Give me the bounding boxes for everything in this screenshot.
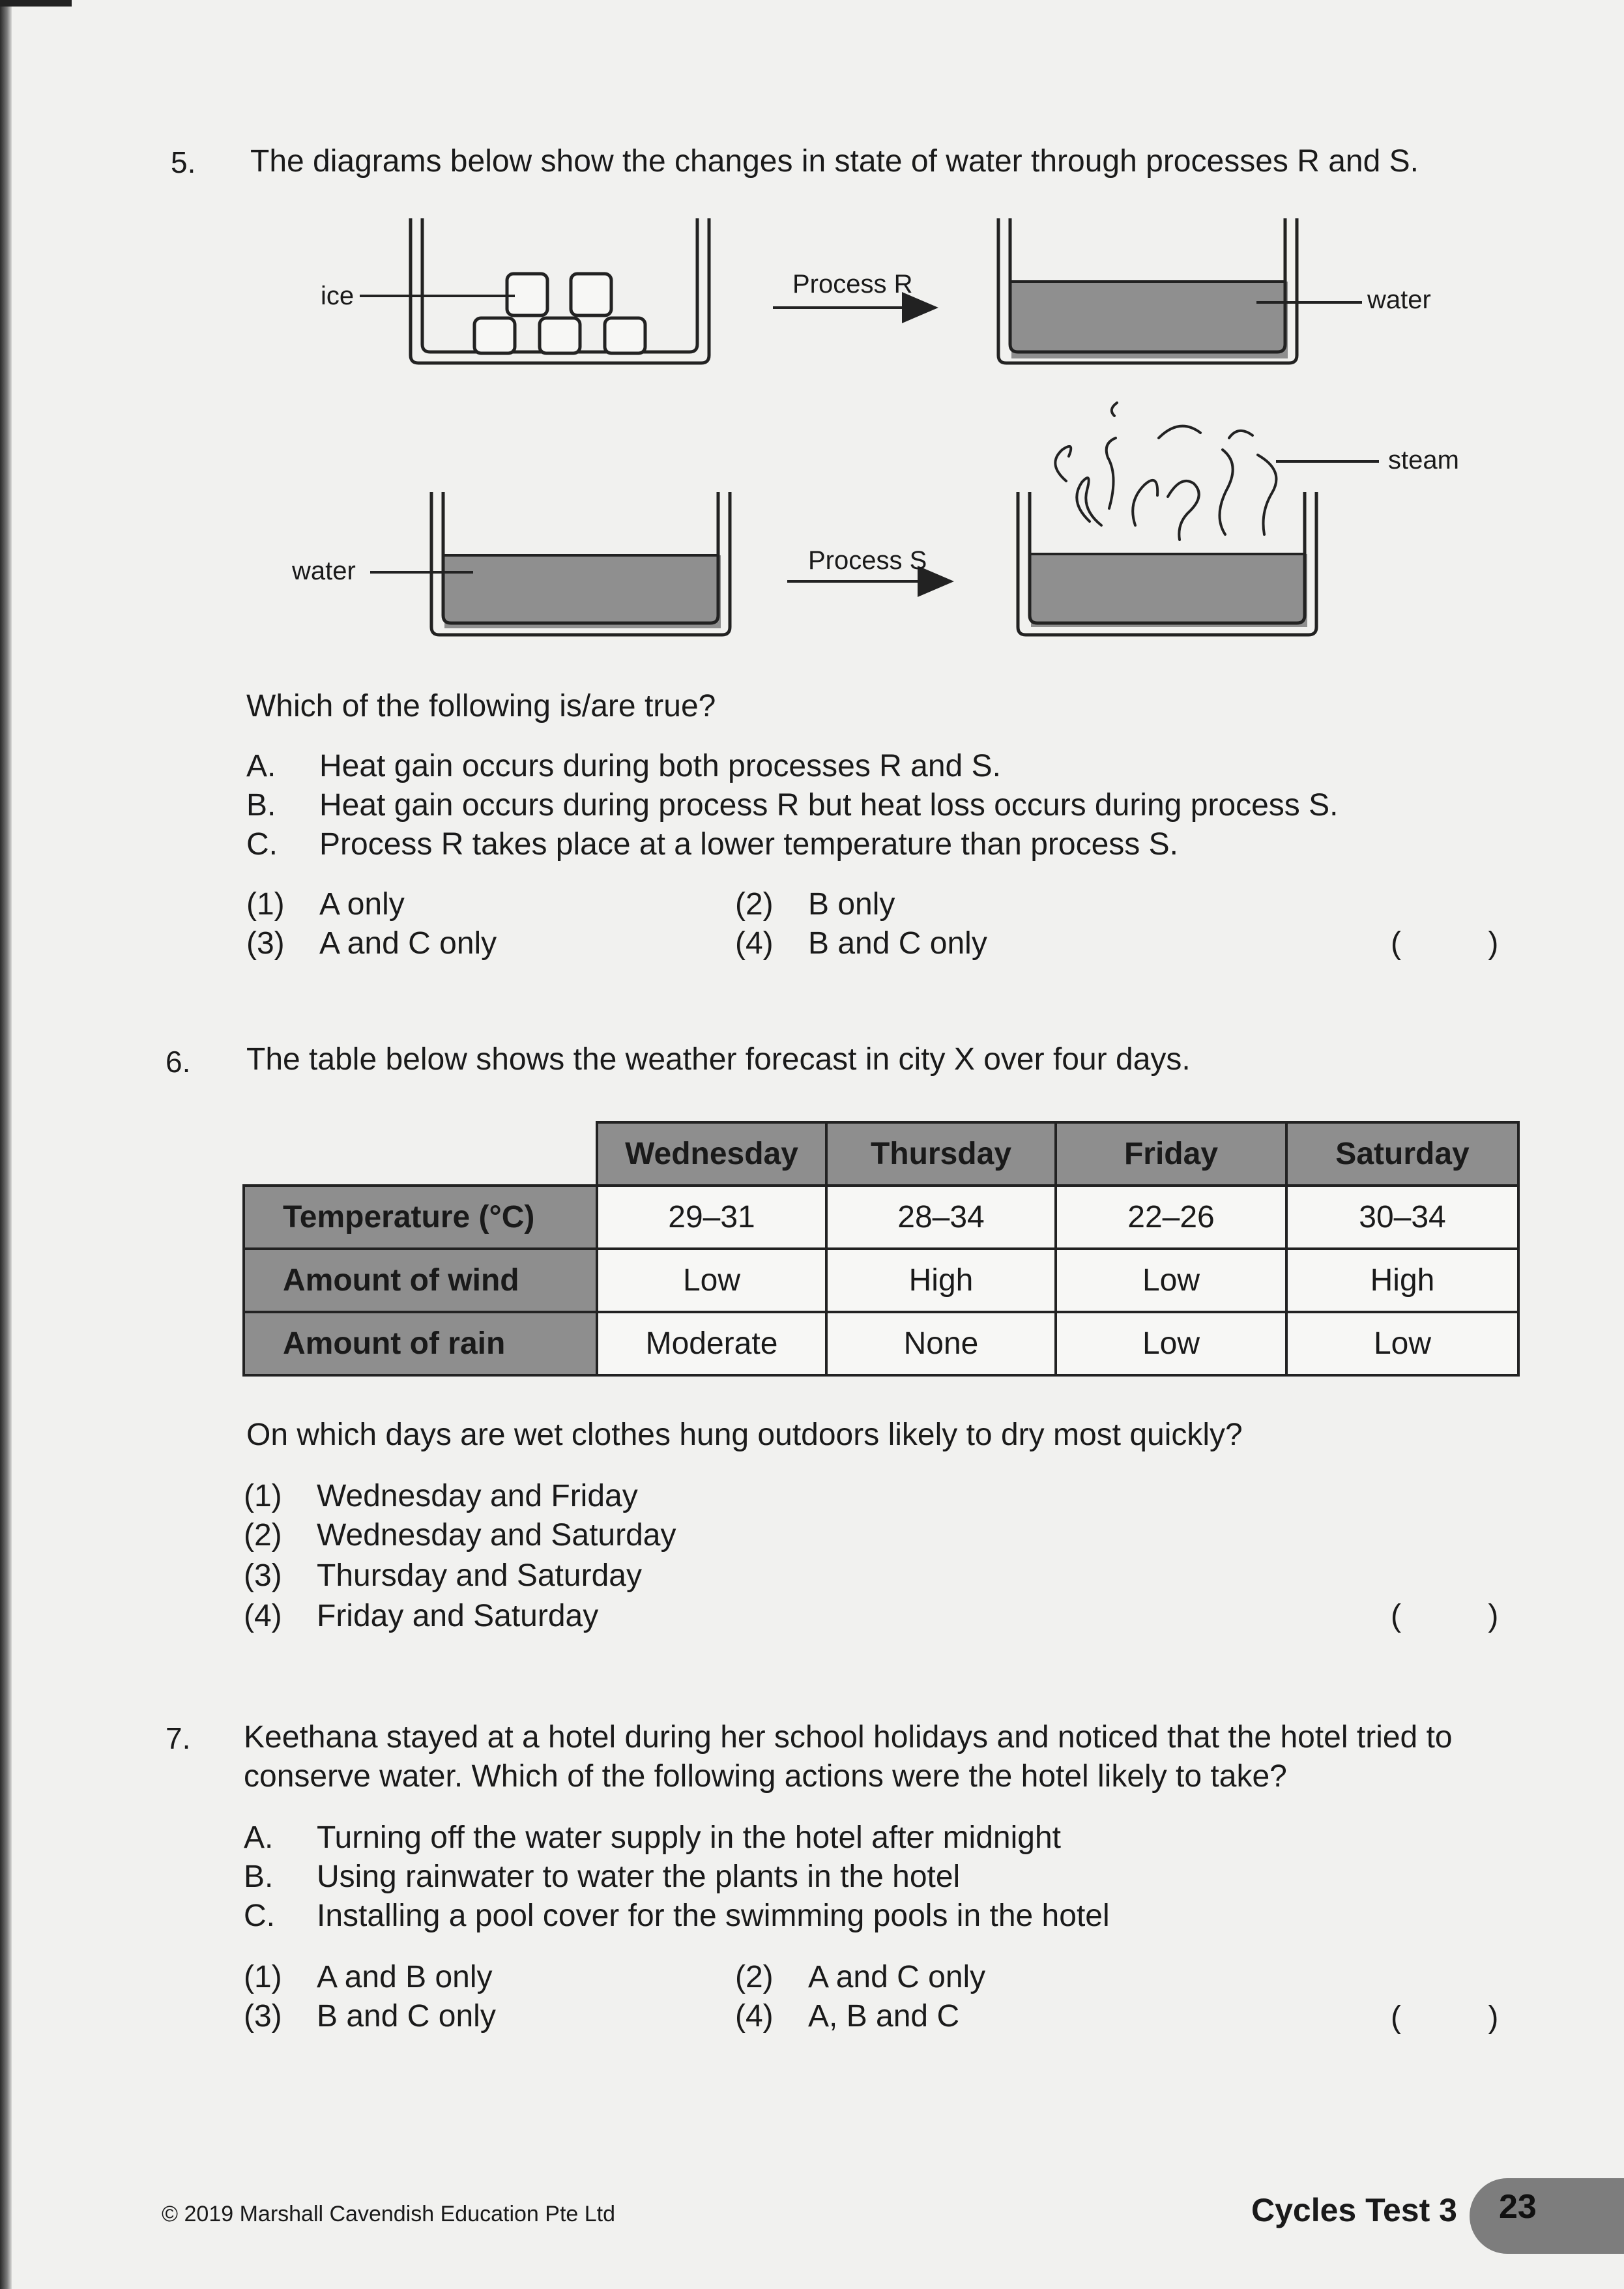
q7-option-3[interactable]: [244, 1997, 496, 2036]
q5-stem: The diagrams below show the changes in state of water through processes R and S.: [250, 144, 1419, 179]
statement-key: B.: [246, 788, 276, 823]
option-text: A, B and C: [808, 1999, 960, 2034]
option-text: A only: [319, 887, 405, 922]
q7-option-4[interactable]: [735, 1997, 959, 2036]
table-cell: None: [826, 1312, 1056, 1375]
table-cell: Low: [1286, 1312, 1518, 1375]
option-key: (4): [735, 1999, 774, 2034]
table-row-label: Amount of wind: [244, 1249, 597, 1312]
option-text: Thursday and Saturday: [317, 1558, 642, 1593]
q7-answer-bracket[interactable]: ( ): [1391, 2000, 1499, 2035]
table-row-label: Amount of rain: [244, 1312, 597, 1375]
q7-stem-line2: conserve water. Which of the following actions were the hotel likely to take?: [244, 1759, 1287, 1794]
statement-text: Installing a pool cover for the swimming pools in the hotel: [317, 1899, 1110, 1933]
table-row: [244, 1312, 1518, 1375]
option-text: A and B only: [317, 1960, 493, 1994]
q7-stem-line1: Keethana stayed at a hotel during her school holidays and noticed that the hotel tried to: [244, 1720, 1453, 1755]
option-key: (2): [735, 887, 774, 922]
option-text: B and C only: [808, 926, 987, 961]
page-number: 23: [1499, 2188, 1537, 2226]
label-process-s: Process S: [808, 546, 927, 575]
option-text: Wednesday and Friday: [317, 1479, 638, 1513]
option-key: (4): [244, 1599, 282, 1633]
option-text: A and C only: [808, 1960, 986, 1994]
table-header-row: [244, 1122, 1518, 1186]
page-number-tab: [1470, 2178, 1624, 2254]
table-row-label: Temperature (°C): [244, 1186, 597, 1249]
statement-key: C.: [244, 1899, 275, 1933]
q7-statement-b: [244, 1858, 960, 1897]
table-cell: High: [1286, 1249, 1518, 1312]
label-water-top: water: [1367, 285, 1431, 314]
table-cell: Low: [1056, 1312, 1286, 1375]
table-cell: Moderate: [597, 1312, 826, 1375]
q5-option-2[interactable]: [735, 885, 895, 924]
table-header-cell: Wednesday: [597, 1122, 826, 1186]
q6-question: On which days are wet clothes hung outdoors likely to dry most quickly?: [246, 1418, 1243, 1452]
q7-statement-c: [244, 1897, 1110, 1936]
statement-text: Process R takes place at a lower temperature than process S.: [319, 827, 1178, 862]
option-key: (2): [244, 1518, 282, 1553]
option-key: (3): [244, 1999, 282, 2034]
q6-stem: The table below shows the weather forecast in city X over four days.: [246, 1042, 1191, 1077]
q6-answer-bracket[interactable]: ( ): [1391, 1599, 1499, 1633]
table-row: [244, 1186, 1518, 1249]
q6-option-2[interactable]: [244, 1516, 676, 1555]
option-key: (2): [735, 1960, 774, 1994]
option-text: B and C only: [317, 1999, 496, 2034]
table-cell: 29–31: [597, 1186, 826, 1249]
table-cell: Low: [1056, 1249, 1286, 1312]
statement-key: C.: [246, 827, 278, 862]
option-key: (1): [244, 1960, 282, 1994]
statement-text: Using rainwater to water the plants in the hotel: [317, 1859, 961, 1894]
q6-number: 6.: [166, 1045, 191, 1079]
label-water-bottom: water: [292, 557, 356, 585]
table-cell: Low: [597, 1249, 826, 1312]
option-key: (1): [246, 887, 285, 922]
label-process-r: Process R: [792, 270, 913, 299]
footer-section-title: Cycles Test 3: [1251, 2192, 1457, 2228]
table-cell: 30–34: [1286, 1186, 1518, 1249]
option-text: A and C only: [319, 926, 497, 961]
footer-copyright: © 2019 Marshall Cavendish Education Pte Ltd: [162, 2202, 616, 2226]
q5-statement-b: [246, 786, 1338, 825]
table-header-cell: Friday: [1056, 1122, 1286, 1186]
option-text: Friday and Saturday: [317, 1599, 599, 1633]
table-header-cell: Thursday: [826, 1122, 1056, 1186]
table-cell: 22–26: [1056, 1186, 1286, 1249]
q6-option-4[interactable]: [244, 1597, 598, 1636]
table-corner: [244, 1122, 597, 1186]
weather-table: [242, 1121, 1520, 1377]
option-key: (3): [246, 926, 285, 961]
q5-statement-c: [246, 825, 1178, 864]
q7-option-2[interactable]: [735, 1958, 985, 1997]
table-row: [244, 1249, 1518, 1312]
q5-number: 5.: [171, 145, 196, 179]
statement-text: Turning off the water supply in the hotel after midnight: [317, 1820, 1061, 1855]
label-steam: steam: [1388, 446, 1459, 474]
table-header-cell: Saturday: [1286, 1122, 1518, 1186]
statement-key: A.: [244, 1820, 274, 1855]
option-text: Wednesday and Saturday: [317, 1518, 676, 1553]
statement-key: B.: [244, 1859, 274, 1894]
q5-diagram: [0, 0, 1624, 691]
q7-option-1[interactable]: [244, 1958, 493, 1997]
q5-option-3[interactable]: [246, 924, 497, 963]
table-cell: High: [826, 1249, 1056, 1312]
option-key: (3): [244, 1558, 282, 1593]
statement-key: A.: [246, 749, 276, 783]
steam-swirls: [1055, 403, 1276, 540]
label-ice: ice: [321, 282, 355, 310]
statement-text: Heat gain occurs during process R but heat loss occurs during process S.: [319, 788, 1339, 823]
q5-option-1[interactable]: [246, 885, 405, 924]
statement-text: Heat gain occurs during both processes R and S.: [319, 749, 1001, 783]
option-key: (4): [735, 926, 774, 961]
q6-option-3[interactable]: [244, 1556, 642, 1596]
q7-number: 7.: [166, 1721, 191, 1755]
q5-question: Which of the following is/are true?: [246, 689, 716, 723]
option-text: B only: [808, 887, 895, 922]
q5-statement-a: [246, 747, 1001, 786]
ice-cubes: [474, 274, 645, 353]
q5-option-4[interactable]: [735, 924, 987, 963]
option-key: (1): [244, 1479, 282, 1513]
table-cell: 28–34: [826, 1186, 1056, 1249]
q5-answer-bracket[interactable]: ( ): [1391, 926, 1499, 961]
q7-statement-a: [244, 1818, 1061, 1858]
q6-option-1[interactable]: [244, 1477, 638, 1516]
